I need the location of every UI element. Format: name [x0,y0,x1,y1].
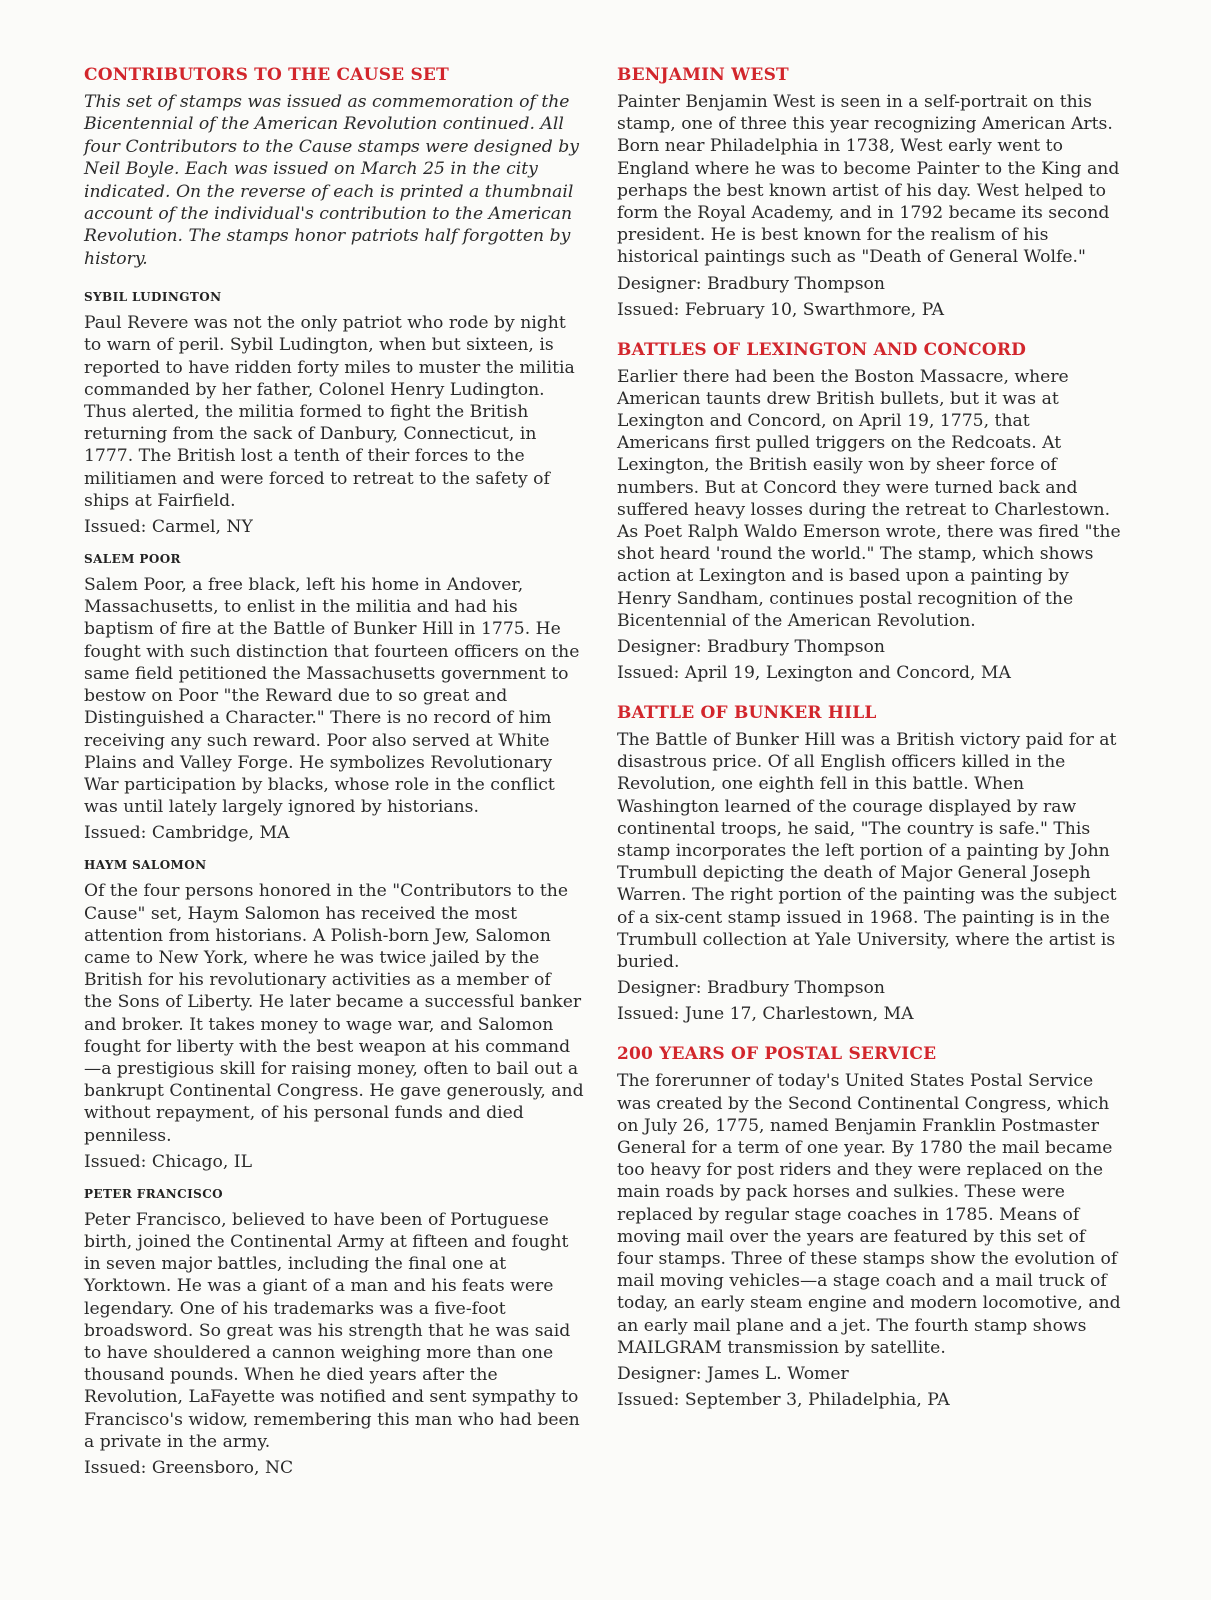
person-text: Paul Revere was not the only patriot who rode by night to warn of peril. Sybil Ludington, when but sixteen, is reported to have ridden forty miles to muster the militia commanded by her father, Colonel Henry Ludington. Thus alerted, the militia formed to fight the British returning from the sack of Danbury, Connecticut, in 1777. The British lost a tenth of their forces to the militiamen and were forced to retreat to the safety of ships at Fairfield. [84,313,575,511]
person-peter-francisco [84,1187,584,1479]
person-text: Peter Francisco, believed to have been of Portuguese birth, joined the Continental Army at fifteen and fought in seven major battles, including the final one at Yorktown. He was a giant of a man and his feats were legendary. One of his trademarks was a five-foot broadsword. So great was his strength that he was said to have shouldered a cannon weighing more than one thousand pounds. When he died years after the Revolution, LaFayette was notified and sent sympathy to Francisco's widow, remembering this man who had been a private in the army. [84,1209,580,1452]
section-benjamin-west [617,64,1122,321]
person-haym-salomon [84,858,584,1172]
designer-line: Designer: Bradbury Thompson [617,273,885,294]
section-title: 200 YEARS OF POSTAL SERVICE [617,1044,937,1065]
person-name: SALEM POOR [84,552,181,567]
left-column [84,64,584,1493]
section-title-contributors: CONTRIBUTORS TO THE CAUSE SET [84,65,449,85]
person-name: SYBIL LUDINGTON [84,290,222,305]
section-bunker-hill [617,702,1122,1025]
section-title: BATTLE OF BUNKER HILL [617,703,877,724]
section-postal-service [617,1043,1122,1411]
section-text: The Battle of Bunker Hill was a British victory paid for at disastrous price. Of all English officers killed in the Revolution, one eighth fell in this battle. When Washington learned of the courage displayed by raw continental troops, he said, "The country is safe." This stamp incorporates the left portion of a painting by John Trumbull depicting the death of Major General Joseph Warren. The right portion of the painting was the subject of a six-cent stamp issued in 1968. The painting is in the Trumbull collection at Yale University, where the artist is buried. [617,730,1117,973]
issued-line: Issued: June 17, Charlestown, MA [617,1004,914,1025]
section-intro: This set of stamps was issued as commemoration of the Bicentennial of the American Revolution continued. All four Contributors to the Cause stamps were designed by Neil Boyle. Each was issued on March 25 in the city indicated. On the reverse of each is printed a thumbnail account of the individual's contribution to the American Revolution. The stamps honor patriots half forgotten by history. [84,92,579,269]
person-name: HAYM SALOMON [84,858,207,873]
section-title: BATTLES OF LEXINGTON AND CONCORD [617,339,1027,360]
section-lexington-concord [617,339,1122,684]
person-name: PETER FRANCISCO [84,1186,224,1201]
person-salem-poor [84,552,584,844]
section-text: Painter Benjamin West is seen in a self-portrait on this stamp, one of three this year recognizing American Arts. Born near Philadelphia in 1738, West early went to England where he was to become Painter to the King and perhaps the best known artist of his day. West helped to form the Royal Academy, and in 1792 became its second president. He is best known for the realism of his historical paintings such as "Death of General Wolfe." [617,92,1120,268]
person-text: Salem Poor, a free black, left his home in Andover, Massachusetts, to enlist in the militia and had his baptism of fire at the Battle of Bunker Hill in 1775. He fought with such distinction that fourteen officers on the same field petitioned the Massachusetts government to bestow on Poor "the Reward due to so great and Distinguished a Character." There is no record of him receiving any such reward. Poor also served at White Plains and Valley Forge. He symbolizes Revolutionary War participation by blacks, whose role in the conflict was until lately largely ignored by historians. [84,575,580,818]
issued-line: Issued: April 19, Lexington and Concord, MA [617,663,1011,684]
issued-line: Issued: September 3, Philadelphia, PA [617,1389,950,1410]
issued-line: Issued: Cambridge, MA [84,823,290,844]
section-text: The forerunner of today's United States Postal Service was created by the Second Continental Congress, which on July 26, 1775, named Benjamin Franklin Postmaster General for a term of one year. By 1780 the mail became too heavy for post riders and they were replaced on the main roads by pack horses and sulkies. These were replaced by regular stage coaches in 1785. Means of moving mail over the years are featured by this set of four stamps. Three of these stamps show the evolution of mail moving vehicles—a stage coach and a mail truck of today, an early steam engine and modern locomotive, and an early mail plane and a jet. The fourth stamp shows MAILGRAM transmission by satellite. [617,1071,1121,1358]
section-text: Earlier there had been the Boston Massacre, where American taunts drew British bullets, but it was at Lexington and Concord, on April 19, 1775, that Americans first pulled triggers on the Redcoats. At Lexington, the British easily won by sheer force of numbers. But at Concord they were turned back and suffered heavy losses during the retreat to Charlestown. As Poet Ralph Waldo Emerson wrote, there was fired "the shot heard 'round the world." The stamp, which shows action at Lexington and is based upon a painting by Henry Sandham, continues postal recognition of the Bicentennial of the American Revolution. [617,366,1121,631]
person-text: Of the four persons honored in the "Contributors to the Cause" set, Haym Salomon has received the most attention from historians. A Polish-born Jew, Salomon came to New York, where he was twice jailed by the British for his revolutionary activities as a member of the Sons of Liberty. He later became a successful banker and broker. It takes money to wage war, and Salomon fought for liberty with the best weapon at his command—a prestigious skill for raising money, often to bail out a bankrupt Continental Congress. He gave generously, and without repayment, of his personal funds and died penniless. [84,881,584,1146]
right-column [617,64,1122,1429]
issued-line: Issued: Greensboro, NC [84,1457,294,1478]
person-sybil-ludington [84,290,584,538]
designer-line: Designer: James L. Womer [617,1363,849,1384]
issued-line: Issued: Carmel, NY [84,517,253,538]
issued-line: Issued: Chicago, IL [84,1151,252,1172]
section-title: BENJAMIN WEST [617,65,789,85]
designer-line: Designer: Bradbury Thompson [617,978,885,999]
issued-line: Issued: February 10, Swarthmore, PA [617,299,945,320]
designer-line: Designer: Bradbury Thompson [617,637,885,658]
